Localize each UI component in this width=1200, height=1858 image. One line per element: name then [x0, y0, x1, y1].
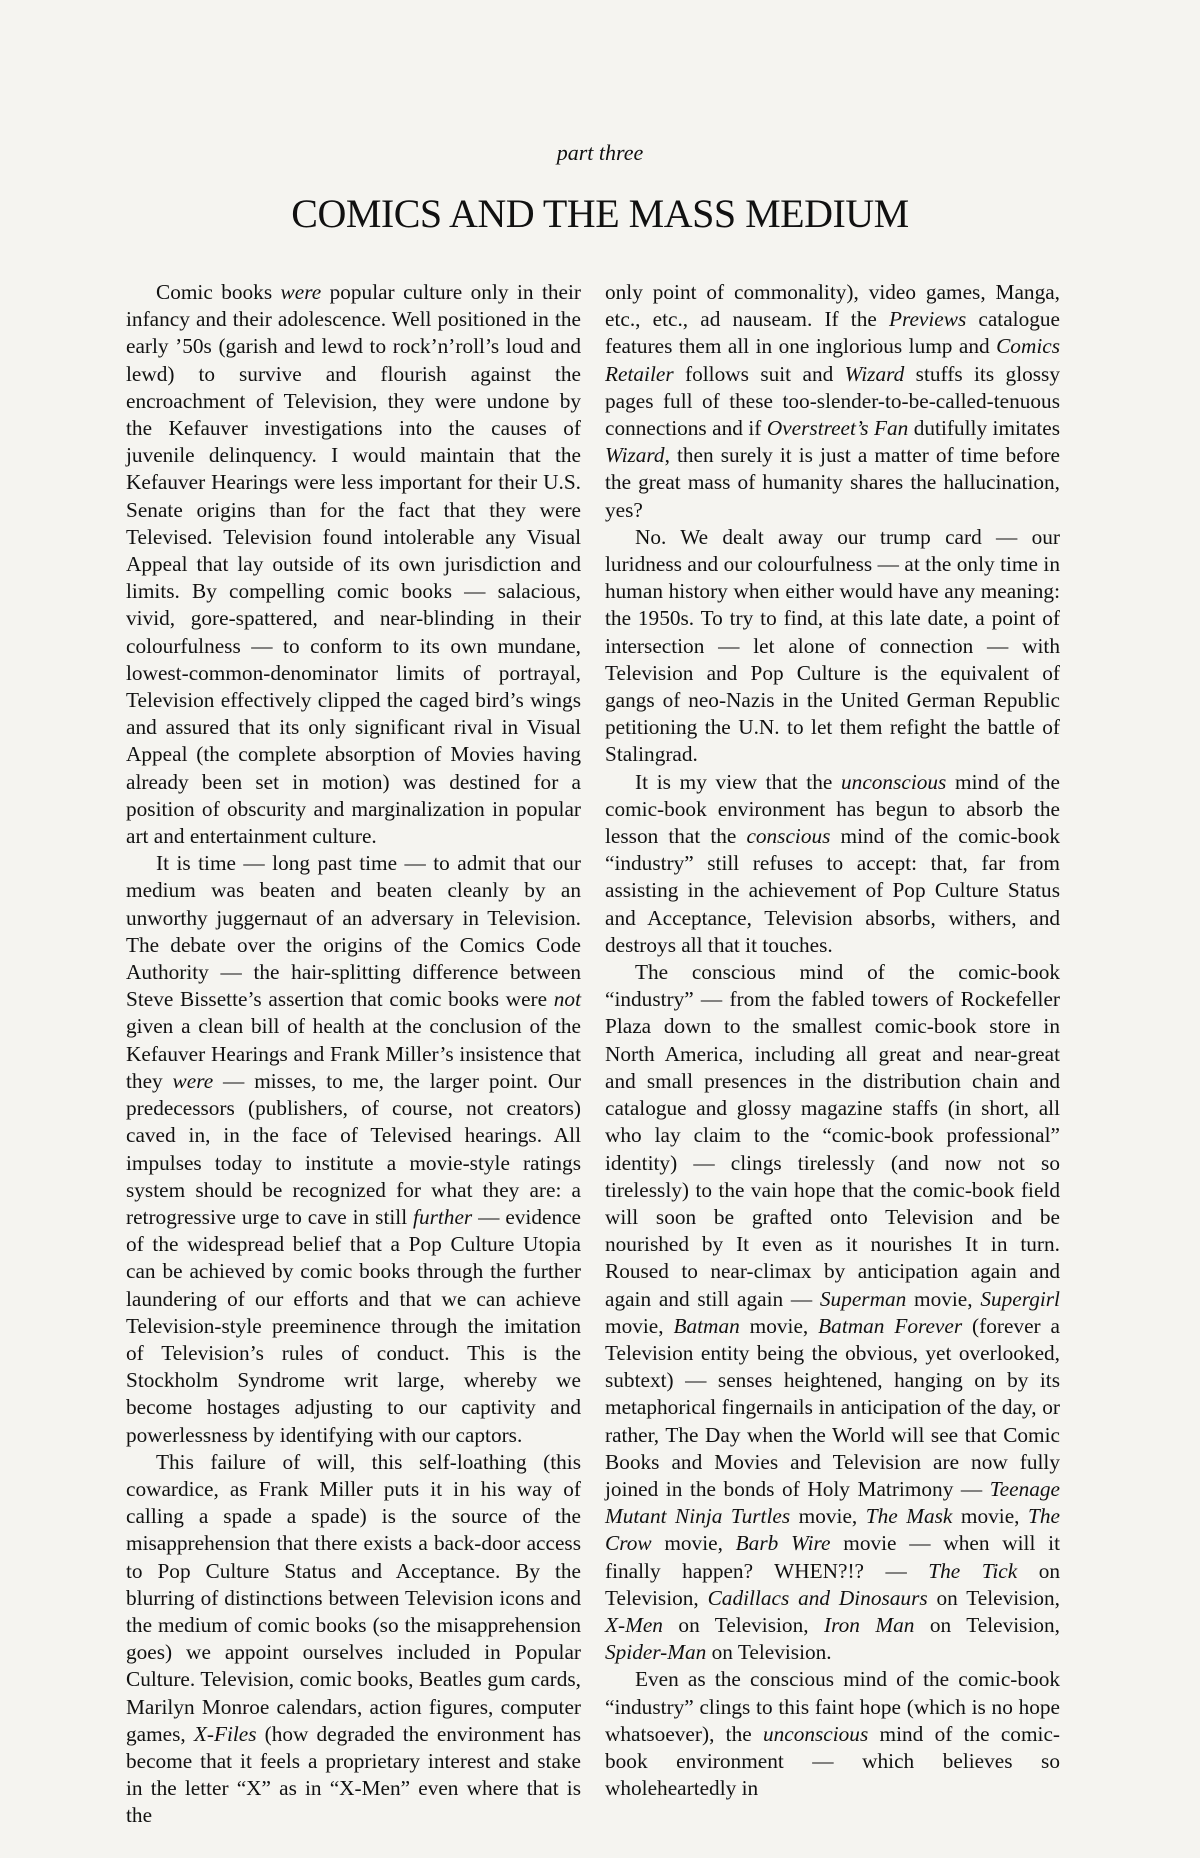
italic-text: Batman Forever	[818, 1313, 963, 1338]
text-run: movie — when will it finally happen? WHEN?!? —	[605, 1531, 1060, 1583]
paragraph	[605, 959, 1060, 1666]
text-run: on Television,	[605, 1558, 1061, 1610]
italic-text: The Mask	[865, 1504, 953, 1529]
text-run: on Television,	[914, 1612, 1061, 1637]
paragraph	[605, 524, 1060, 769]
italic-text: Wizard	[605, 443, 665, 468]
italic-text: The Tick	[928, 1558, 1018, 1583]
left-column	[126, 279, 581, 1830]
italic-text: The Crow	[605, 1504, 1060, 1556]
text-run: on Television.	[706, 1640, 832, 1665]
italic-text: Teenage Mutant Ninja Turtles	[605, 1476, 1060, 1529]
text-run: — misses, to me, the larger point. Our predecessors (publishers, of course, not creators) caved in, in the face of Televised hearings. All impulses today to institute a movie-style ratings system should be recognized for what they are: a retrogressive urge to cave in still	[126, 1068, 581, 1229]
italic-text: further	[413, 1204, 473, 1229]
italic-text: X-Files	[193, 1721, 257, 1746]
text-run: This failure of will, this self-loathing (this cowardice, as Frank Miller puts it in his way of calling a spade a spade) is the source of the misapprehension that there exists a back-door access to Pop Culture Status and Acceptance. By the blurring of distinctions between Television icons and the medium of comic books (so the misapprehension goes) we appoint ourselves included in Popular Culture. Television, comic books, Beatles gum cards, Marilyn Monroe calendars, action figures, computer games,	[126, 1449, 581, 1746]
text-run: only point of commonality), video games, Manga, etc., etc., ad nauseam. If the	[605, 280, 1060, 332]
italic-text: Cadillacs and Dinosaurs	[707, 1585, 928, 1610]
chapter-title: COMICS AND THE MASS MEDIUM	[291, 191, 909, 236]
paragraph-continued	[605, 279, 1060, 524]
italic-text: Iron Man	[824, 1612, 915, 1637]
text-run: movie,	[739, 1313, 819, 1338]
italic-text: Comics Retailer	[605, 334, 1060, 386]
text-run: movie,	[952, 1504, 1029, 1529]
text-run: It is time — long past time — to admit that our medium was beaten and beaten cleanly by an unworthy juggernaut of an adversary in Television. The debate over the origins of the Comics Code Authority — the hair-splitting difference between Steve Bissette’s assertion that comic books were	[126, 851, 581, 1012]
italic-text: Previews	[888, 307, 967, 332]
italic-text: Superman	[819, 1286, 907, 1311]
paragraph	[126, 1449, 581, 1830]
right-column	[605, 279, 1060, 1802]
text-run: follows suit and	[673, 361, 845, 386]
italic-text: were	[280, 280, 322, 304]
text-run: movie,	[651, 1531, 736, 1556]
italic-text: Batman	[673, 1313, 740, 1338]
text-run: — evidence of the widespread belief that a Pop Culture Utopia can be achieved by comic books through the further laundering of our efforts and that we can achieve Television-style preeminence through the imitation of Television’s rules of conduct. This is the Stockholm Syndrome writ large, whereby we become hostages adjusting to our captivity and powerlessness by identifying with our captors.	[126, 1204, 582, 1447]
text-run: No. We dealt away our trump card — our luridness and our colourfulness — at the only time in human history when either would have any meaning: the 1950s. To try to find, at this late date, a point of intersection — let alone of connection — with Television and Pop Culture is the equivalent of gangs of neo-Nazis in the United German Republic petitioning the U.N. to let them refight the battle of Stalingrad.	[605, 524, 1060, 767]
text-run: mind of the comic-book environment — which believes so wholeheartedly in	[605, 1721, 1060, 1801]
italic-text: not	[553, 987, 581, 1012]
text-run: (forever a Television entity being the obvious, yet overlooked, subtext) — senses heightened, hanging on by its metaphorical fingernails in anticipation of the day, or rather, The Day when the World will see that Comic Books and Movies and Television are now fully joined in the bonds of Holy Matrimony —	[605, 1313, 1060, 1501]
italic-text: unconscious	[762, 1721, 869, 1746]
text-run: movie,	[605, 1313, 674, 1338]
italic-text: Spider-Man	[605, 1640, 707, 1665]
italic-text: X-Men	[605, 1612, 663, 1637]
italic-text: Wizard	[844, 361, 905, 386]
paragraph	[126, 850, 581, 1448]
paragraph	[605, 769, 1060, 959]
italic-text: conscious	[746, 824, 831, 849]
italic-text: Barb Wire	[735, 1531, 831, 1556]
text-run: dutifully imitates	[908, 416, 1060, 441]
text-run: The conscious mind of the comic-book “industry” — from the fabled towers of Rockefeller Plaza down to the smallest comic-book store in North America, including all great and near-great and small presences in the distribution chain and catalogue and glossy magazine staffs (in short, all who lay claim to the “comic-book professional” identity) — clings tirelessly (and now not so tirelessly) to the vain hope that the comic-book field will soon be grafted onto Television and be nourished by It even as it nourishes It in turn. Roused to near-climax by anticipation again and again and still again —	[605, 960, 1060, 1311]
text-run: Comic books	[156, 280, 281, 304]
text-run: movie,	[906, 1286, 981, 1311]
italic-text: Overstreet’s Fan	[766, 416, 909, 441]
italic-text: Supergirl	[980, 1286, 1060, 1311]
text-run: on Television,	[662, 1612, 825, 1637]
paragraph	[605, 1666, 1060, 1802]
text-run: , then surely it is just a matter of time before the great mass of humanity shares the hallucination, yes?	[605, 443, 1060, 522]
text-run: given a clean bill of health at the conclusion of the Kefauver Hearings and Frank Miller’s insistence that they	[126, 1014, 581, 1093]
text-run: Even as the conscious mind of the comic-book “industry” clings to this faint hope (which is no hope whatsoever), the	[605, 1667, 1060, 1746]
text-run: mind of the comic-book environment has begun to absorb the lesson that the	[605, 769, 1060, 849]
italic-text: were	[172, 1068, 214, 1093]
text-run: It is my view that the	[635, 769, 842, 794]
text-run: movie,	[790, 1504, 866, 1529]
paragraph	[126, 279, 581, 850]
text-run: on Television,	[927, 1585, 1060, 1610]
part-label: part three	[556, 140, 644, 165]
text-run: catalogue features them all in one inglorious lump and	[605, 307, 1060, 359]
italic-text: unconscious	[841, 769, 947, 794]
text-run: popular culture only in their infancy and their adolescence. Well positioned in the early ’50s (garish and lewd to rock’n’roll’s loud and lewd) to survive and flourish against the encroachment of Television, they were undone by the Kefauver investigations into the causes of juvenile delinquency. I would maintain that the Kefauver Hearings were less important for their U.S. Senate origins than for the fact that they were Televised. Television found intolerable any Visual Appeal that lay outside of its own jurisdiction and limits. By compelling comic books — salacious, vivid, gore-spattered, and near-blinding in their colourfulness — to conform to its own mundane, lowest-common-denominator limits of portrayal, Television effectively clipped the caged bird’s wings and assured that its only significant rival in Visual Appeal (the complete absorption of Movies having already been set in motion) was destined for a position of obscurity and marginalization in popular art and entertainment culture.	[126, 280, 581, 849]
text-run: stuffs its glossy pages full of these too-slender-to-be-called-tenuous connections and if	[605, 361, 1060, 441]
text-run: (how degraded the environment has become that it feels a proprietary interest and stake in the letter “X” as in “X-Men” even where that is the	[126, 1721, 581, 1828]
text-run: mind of the comic-book “industry” still refuses to accept: that, far from assisting in the achievement of Pop Culture Status and Acceptance, Television absorbs, withers, and destroys all that it touches.	[605, 824, 1061, 957]
